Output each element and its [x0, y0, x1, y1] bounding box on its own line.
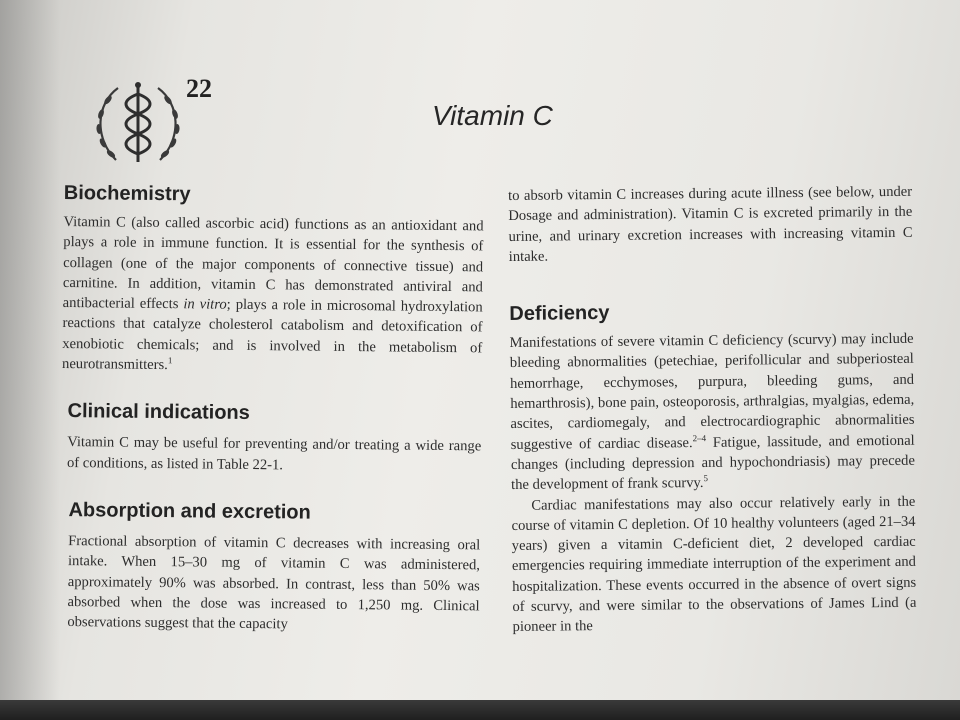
deficiency-text-b: Fatigue, lassitude, and emotional changes (including depression and hypochondriasis) may precede the development of frank scurvy. [510, 432, 915, 494]
reference-superscript: 2–4 [692, 432, 707, 443]
biochemistry-paragraph [62, 212, 484, 379]
absorption-paragraph: Fractional absorption of vitamin C decreases with increasing oral intake. When 15–30 mg of vitamin C was administered, approximately 90% was absorbed. In contrast, less than 50% was absorbed when the dose was increased to 1,250 mg. Clinical observations suggest that the capacity [67, 533, 481, 633]
caduceus-laurel-emblem-icon [88, 76, 188, 168]
absorption-paragraph-continued: to absorb vitamin C increases during acute illness (see below, under Dosage and administration). Vitamin C is excreted primarily in the urine, and urinary excretion increases with increasing vitamin C intake. [508, 183, 913, 265]
page-bottom-shadow [0, 700, 960, 720]
biochemistry-emphasis: in vitro [183, 296, 227, 313]
right-column [508, 182, 917, 638]
deficiency-paragraph-2: Cardiac manifestations may also occur relatively early in the course of vitamin C depletion. Of 10 healthy volunteers (aged 21–34 years) given a vitamin C-deficient diet, 2 developed cardiac emergencies requiring immediate interruption of the experiment and hospitalization. These events occurred in the absence of overt signs of scurvy, and were similar to the observations of James Lind (a pioneer in the [511, 493, 917, 636]
biochemistry-text-a: Vitamin C (also called ascorbic acid) functions as an antioxidant and plays a role in immune function. It is essential for the synthesis of collagen (one of the major components of connective tissue) and carnitine. In addition, vitamin C has demonstrated antiviral and antibacterial effects [62, 213, 484, 313]
biochemistry-text-b: ; plays a role in microsomal hydroxylation reactions that catalyze cholesterol catabolism and detoxification of xenobiotic chemicals; and is involved in the metabolism of neurotransmitters. [61, 296, 483, 374]
clinical-indications-heading: Clinical indications [67, 400, 250, 425]
deficiency-text-a: Manifestations of severe vitamin C deficiency (scurvy) may include bleeding abnormalities (petechiae, perifollicular and subperiosteal hemorrhage, ecchymoses, purpura, bleeding gums, and hemarthrosis), bone pain, osteoporosis, arthralgias, myalgias, edema, ascites, cardiomegaly, and electrocardiographic abnormalities suggestive of cardiac disease. [509, 330, 915, 453]
chapter-number: 22 [186, 74, 212, 103]
clinical-indications-paragraph: Vitamin C may be useful for preventing and/or treating a wide range of conditions, as listed in Table 22-1. [66, 434, 482, 473]
deficiency-paragraph-1 [510, 329, 916, 496]
deficiency-heading: Deficiency [509, 302, 610, 326]
reference-superscript: 1 [167, 355, 173, 366]
absorption-heading: Absorption and excretion [68, 499, 311, 524]
chapter-title: Vitamin C [432, 100, 553, 131]
left-column [59, 180, 484, 637]
biochemistry-heading: Biochemistry [63, 181, 191, 206]
reference-superscript: 5 [703, 473, 708, 484]
